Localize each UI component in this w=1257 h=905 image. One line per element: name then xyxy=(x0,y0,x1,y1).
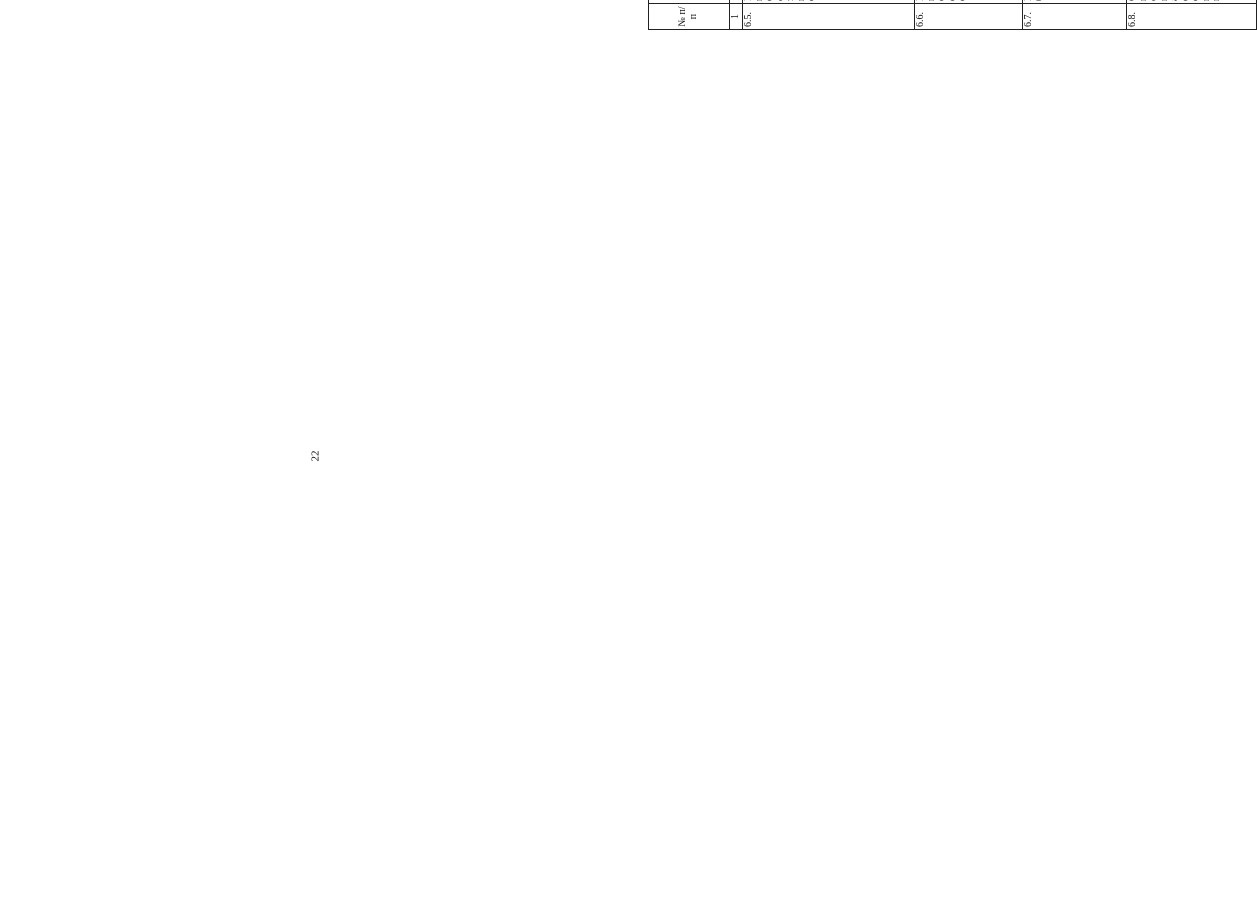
column-number xyxy=(729,0,743,4)
header-name xyxy=(649,0,730,4)
table-row xyxy=(915,0,1023,30)
row-name xyxy=(743,0,915,4)
row-number: 6.5. xyxy=(743,4,915,30)
table-row xyxy=(1127,0,1257,30)
program-table xyxy=(648,0,1257,30)
row-name xyxy=(915,0,1023,4)
column-number: 1 xyxy=(729,4,743,30)
table-row xyxy=(1023,0,1127,30)
row-name xyxy=(1023,0,1127,4)
row-number: 6.7. xyxy=(1023,4,1127,30)
table-body xyxy=(743,0,1257,30)
header-num: № п/п xyxy=(649,4,730,30)
column-numbers-row xyxy=(729,0,743,30)
rotated-page xyxy=(632,0,1256,30)
page-number: 22 xyxy=(309,450,322,462)
row-number: 6.6. xyxy=(915,4,1023,30)
table-row xyxy=(743,0,915,30)
row-name xyxy=(1127,0,1257,4)
row-number: 6.8. xyxy=(1127,4,1257,30)
